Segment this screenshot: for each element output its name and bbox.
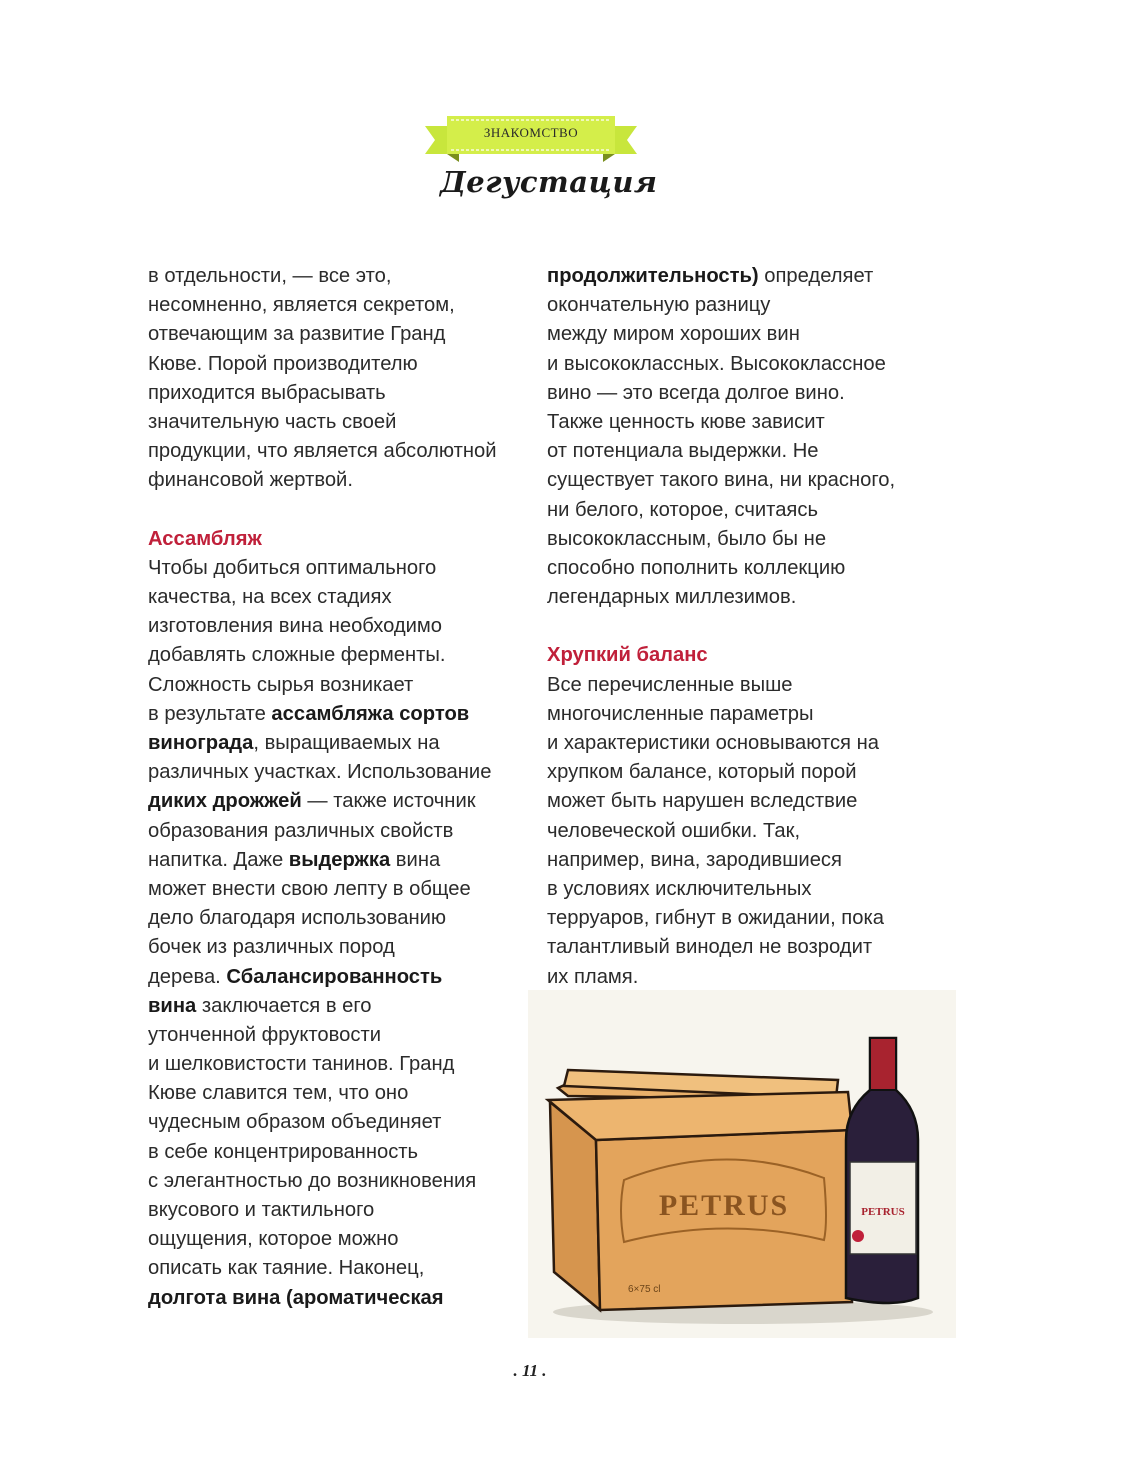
text-line: и характеристики основываются на: [547, 732, 879, 754]
text-line: чудесным образом объединяет: [148, 1111, 442, 1134]
text-line: [148, 1284, 520, 1313]
text-line: в отдельности, — все это,: [148, 265, 392, 287]
text-line: в результате ассамбляжа сортов: [148, 702, 470, 725]
text-line: продолжительность) определяет: [547, 265, 874, 287]
crate-capacity-label: 6×75 cl: [628, 1284, 661, 1295]
text-line: многочисленные параметры: [547, 702, 814, 725]
text-line: утонченной фруктовости: [148, 1023, 381, 1046]
bold-term: Сбалансированность: [226, 965, 443, 988]
right-column: [547, 262, 919, 992]
text-line: дерева. Сбалансированность: [148, 965, 443, 988]
text-line: и высококлассных. Высококлассное: [547, 352, 886, 375]
text-line: бочек из различных пород: [148, 936, 395, 959]
text-line: Все перечисленные выше: [547, 673, 793, 696]
section-heading-fragile-balance: Хрупкий баланс: [547, 644, 708, 667]
left-column: [148, 262, 520, 1313]
text-line: вина заключается в его: [148, 994, 372, 1017]
text-line: ощущения, которое можно: [148, 1228, 399, 1251]
bold-term: диких дрожжей: [148, 790, 302, 813]
text-line: хрупком балансе, который порой: [547, 761, 857, 784]
text-line: с элегантностью до возникновения: [148, 1169, 477, 1192]
text-line: Также ценность кюве зависит: [547, 410, 825, 433]
bold-term: продолжительность): [547, 265, 759, 287]
text-line: вино — это всегда долгое вино.: [547, 381, 845, 404]
text-line: окончательную разницу: [547, 294, 771, 317]
crate-brand-label: PETRUS: [658, 1189, 790, 1222]
bold-term: ассамбляжа сортов: [271, 702, 470, 725]
text-line: способно пополнить коллекцию: [547, 556, 846, 579]
text-line: терруаров, гибнут в ожидании, пока: [547, 907, 884, 930]
text-line: например, вина, зародившиеся: [547, 848, 842, 871]
text-line: и шелковистости танинов. Гранд: [148, 1053, 455, 1076]
bold-term: винограда: [148, 732, 254, 754]
text-line: изготовления вина необходимо: [148, 615, 443, 638]
bold-term: долгота вина (ароматическая: [148, 1286, 444, 1309]
bold-term: выдержка: [288, 848, 391, 871]
text-line: легендарных миллезимов.: [547, 586, 797, 609]
text-line: их пламя.: [547, 965, 639, 988]
text-line: от потенциала выдержки. Не: [547, 440, 819, 463]
bold-term: вина: [148, 994, 197, 1017]
text-line: в себе концентрированность: [148, 1140, 419, 1163]
text-line: в условиях исключительных: [547, 877, 812, 900]
text-line: Сложность сырья возникает: [148, 673, 414, 696]
text-line: финансовой жертвой.: [148, 469, 353, 492]
text-line: человеческой ошибки. Так,: [547, 819, 801, 842]
text-line: значительную часть своей: [148, 410, 397, 433]
section-heading-assemblage: Ассамбляж: [148, 527, 262, 550]
text-line: Чтобы добиться оптимального: [148, 556, 437, 579]
text-line: качества, на всех стадиях: [148, 586, 392, 609]
text-line: может внести свою лепту в общее: [148, 877, 471, 900]
text-line: отвечающим за развитие Гранд: [148, 323, 446, 346]
text-line: несомненно, является секретом,: [148, 294, 455, 317]
text-line: ни белого, которое, считаясь: [547, 498, 818, 521]
page-title: Дегустация: [440, 165, 658, 199]
wine-crate-illustration: [528, 990, 956, 1338]
text-line: добавлять сложные ферменты.: [148, 644, 446, 667]
page-number: . 11 .: [513, 1361, 547, 1380]
text-line: диких дрожжей — также источник: [148, 790, 476, 813]
text-line: описать как таяние. Наконец,: [148, 1257, 425, 1280]
text-line: талантливый винодел не возродит: [547, 936, 873, 959]
text-line: между миром хороших вин: [547, 323, 800, 346]
text-line: Кюве. Порой производителю: [148, 352, 418, 375]
text-line: существует такого вина, ни красного,: [547, 469, 896, 492]
text-line: различных участках. Использование: [148, 761, 492, 784]
text-line: приходится выбрасывать: [148, 381, 386, 404]
text-line: напитка. Даже выдержка вина: [148, 848, 441, 871]
text-line: продукции, что является абсолютной: [148, 440, 497, 463]
text-line: образования различных свойств: [148, 819, 454, 842]
bottle-label-text: PETRUS: [861, 1206, 905, 1218]
text-line: может быть нарушен вследствие: [547, 790, 858, 813]
text-line: винограда, выращиваемых на: [148, 732, 440, 754]
text-line: дело благодаря использованию: [148, 907, 447, 930]
section-label: ЗНАКОМСТВО: [483, 125, 579, 140]
text-line: вкусового и тактильного: [148, 1199, 375, 1221]
text-line: Кюве славится тем, что оно: [148, 1082, 409, 1105]
text-line: высококлассным, было бы не: [547, 527, 827, 550]
